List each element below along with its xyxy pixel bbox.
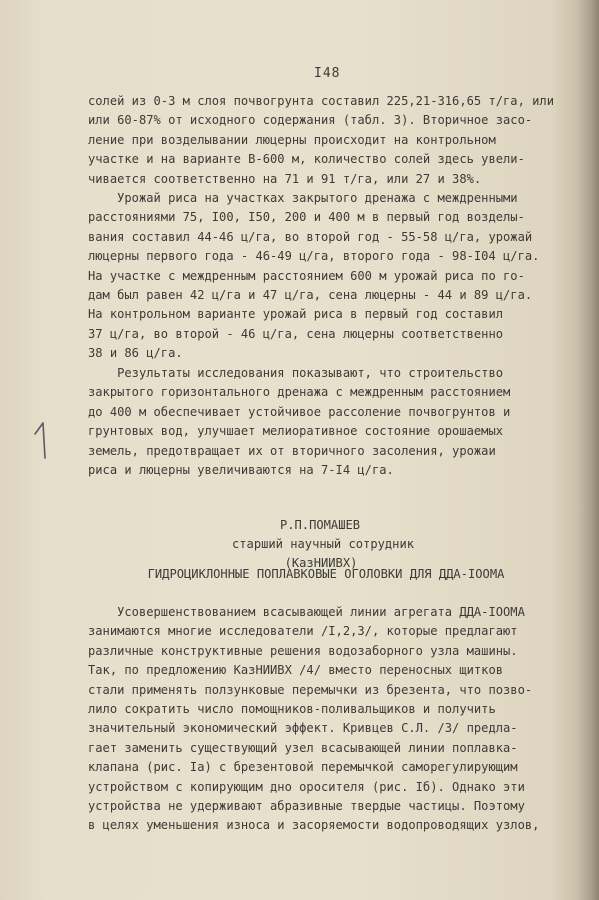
text-line: участке и на варианте В-600 м, количество солей здесь увели- [88, 152, 525, 167]
text-line: риса и люцерны увеличиваются на 7-I4 ц/га. [88, 462, 394, 477]
text-line: клапана (рис. Iа) с брезентовой перемычкой саморегулирующим [88, 760, 518, 775]
text-line: дам был равен 42 ц/га и 47 ц/га, сена люцерны - 44 и 89 ц/га. [88, 287, 533, 302]
text-line: закрытого горизонтального дренажа с междренным расстоянием [88, 385, 511, 400]
paragraph-soil-salts [88, 92, 564, 189]
text-line: различные конструктивные решения водозаборного узла машины. [88, 643, 518, 658]
text-line: люцерны первого года - 46-49 ц/га, второго года - 98-I04 ц/га. [88, 249, 540, 264]
text-line: На участке с междренным расстоянием 600 м урожай риса по го- [88, 268, 525, 283]
text-line: устройства не удерживают абразивные твердые частицы. Поэтому [88, 798, 525, 813]
text-line: устройством с копирующим дно оросителя (рис. Iб). Однако эти [88, 779, 525, 794]
author-position: старший научный сотрудник [231, 537, 415, 551]
article-title: ГИДРОЦИКЛОННЫЕ ПОПЛАВКОВЫЕ ОГОЛОВКИ ДЛЯ ДДА-IOOМА [147, 567, 505, 581]
paragraph-intake-line [88, 603, 564, 836]
text-line: солей из 0-3 м слоя почвогрунта составил 225,21-316,65 т/га, или [88, 94, 554, 108]
text-line: Так, по предложению КазНИИВХ /4/ вместо переносных щитков [88, 663, 504, 678]
text-line: земель, предотвращает их от вторичного засоления, урожаи [88, 443, 496, 458]
page-fold-shadow [577, 0, 599, 900]
text-line: значительный экономический эффект. Кривцев С.Л. /3/ предла- [88, 721, 518, 736]
pencil-margin-mark [30, 418, 58, 462]
author-institution: (КазНИИВХ) [284, 556, 358, 570]
text-line: до 400 м обеспечивает устойчивое рассоление почвогрунтов и [88, 404, 511, 419]
text-line: в целях уменьшения износа и засоряемости водопроводящих узлов, [88, 818, 540, 833]
text-line: ление при возделывании люцерны происходит на контрольном [88, 132, 496, 147]
text-line: лило сократить число помощников-поливальщиков и получить [88, 701, 496, 716]
text-line: 38 и 86 ц/га. [88, 346, 183, 361]
paragraph-rice-yield [88, 189, 564, 364]
text-line: вания составил 44-46 ц/га, во второй год - 55-58 ц/га, урожай [88, 229, 533, 244]
text-line: гает заменить существующий узел всасывающей линии поплавка- [88, 740, 518, 755]
page-number: I48 [314, 66, 341, 81]
text-line: 37 ц/га, во второй - 46 ц/га, сена люцерны соответственно [88, 326, 504, 341]
author-name: Р.П.ПОМАШЕВ [279, 518, 361, 532]
paragraph-results [88, 364, 564, 480]
text-line: занимаются многие исследователи /I,2,3/, которые предлагают [88, 624, 518, 639]
text-line: стали применять ползунковые перемычки из брезента, что позво- [88, 682, 533, 697]
text-line: или 60-87% от исходного содержания (табл. 3). Вторичное засо- [88, 113, 533, 128]
text-line: Усовершенствованием всасывающей линии агрегата ДДА-IOOМА [88, 605, 525, 619]
text-line: На контрольном варианте урожай риса в первый год составил [88, 307, 504, 322]
text-line: расстояниями 75, I00, I50, 200 и 400 м в первый год возделы- [88, 210, 525, 225]
text-line: чивается соответственно на 71 и 91 т/га, или 27 и 38%. [88, 171, 482, 186]
text-line: Результаты исследования показывают, что строительство [88, 366, 504, 380]
text-line: грунтовых вод, улучшает мелиоративное состояние орошаемых [88, 424, 504, 439]
text-line: Урожай риса на участках закрытого дренажа с междренными [88, 191, 518, 205]
